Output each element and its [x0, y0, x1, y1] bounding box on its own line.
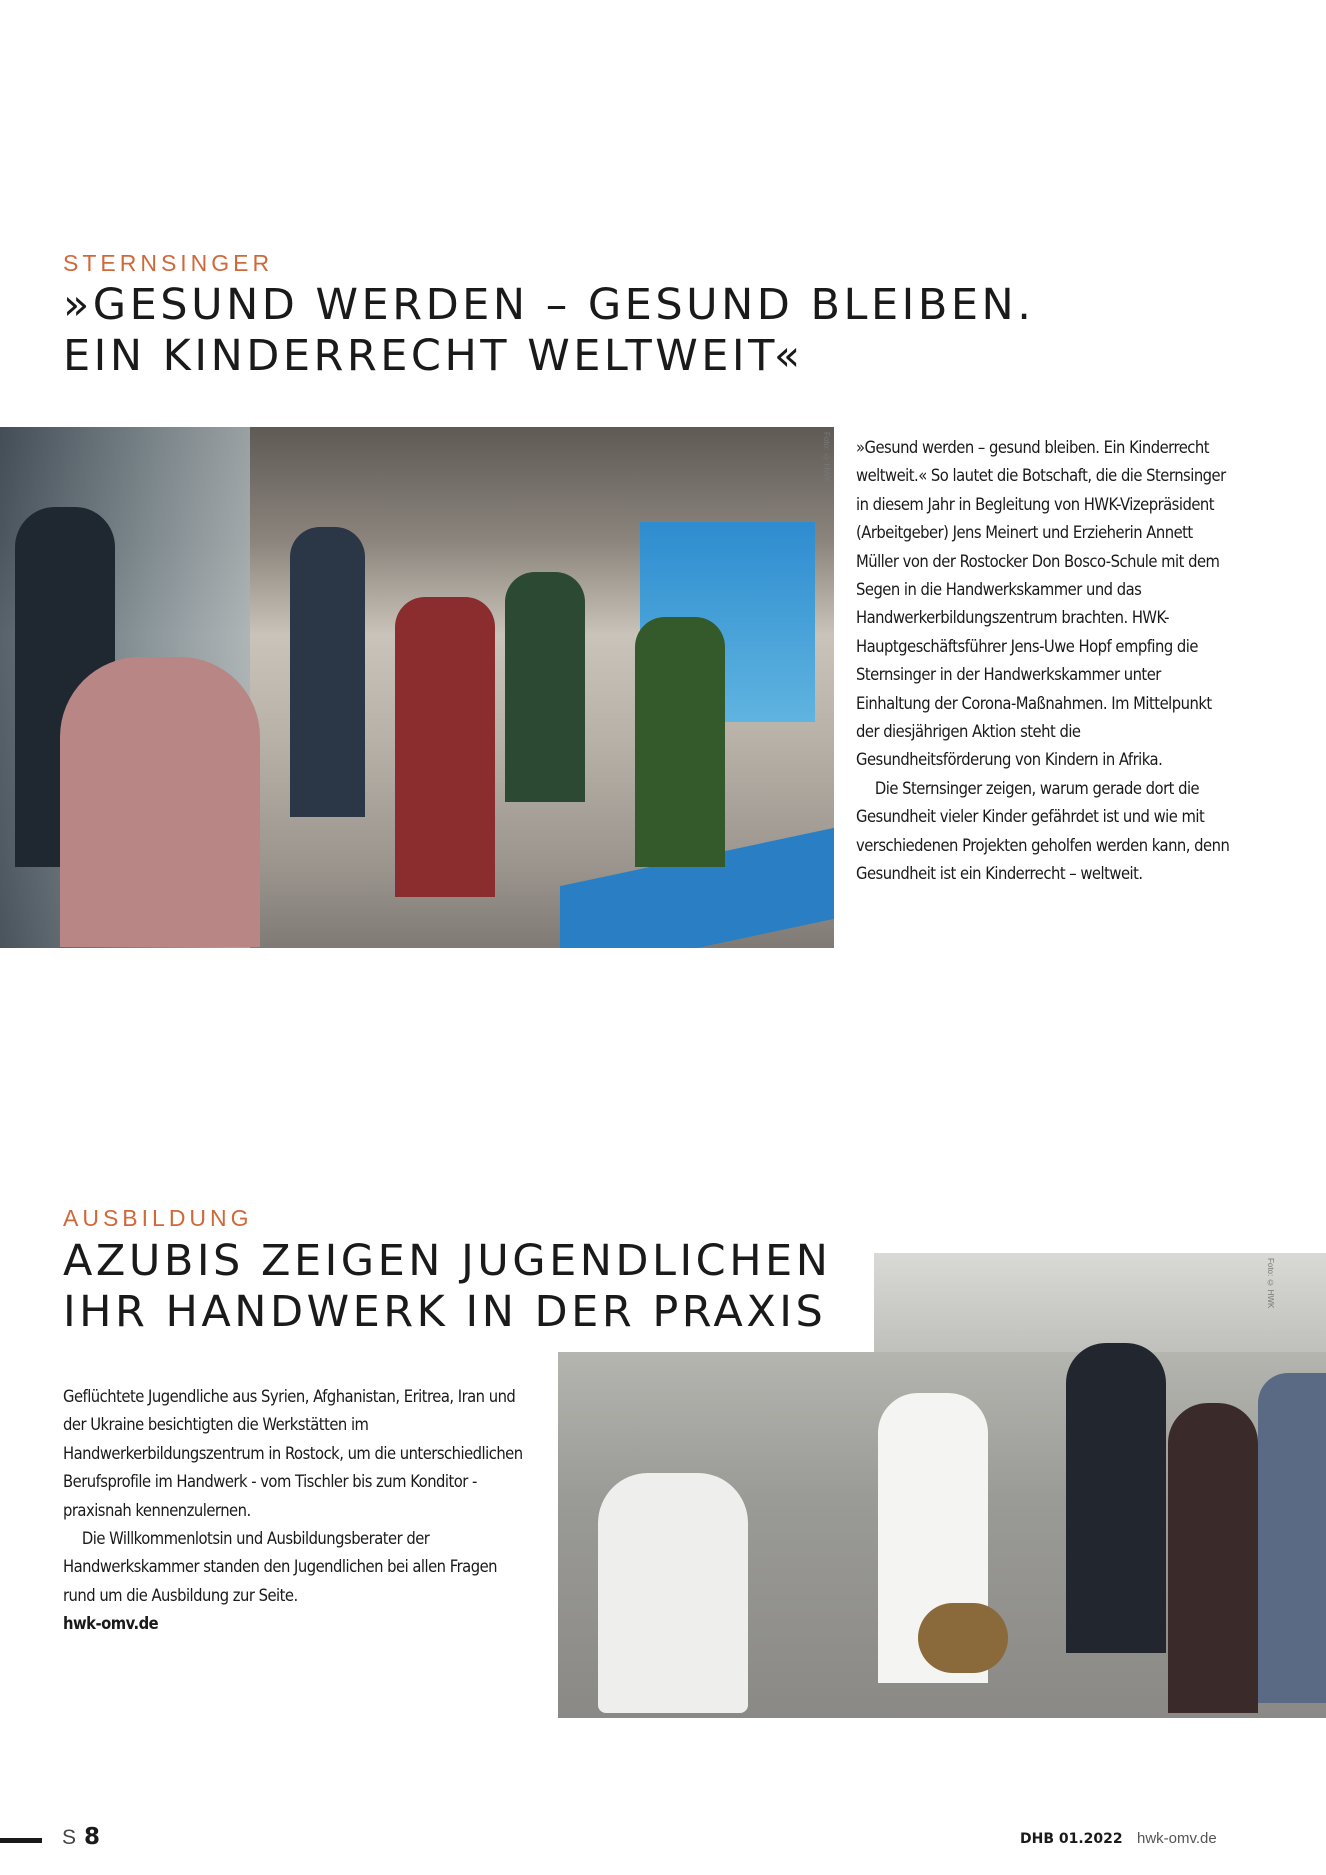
photo-credit: Foto: © HWK [1266, 1258, 1275, 1309]
paragraph: Die Sternsinger zeigen, warum gerade dort die Gesundheit vieler Kinder gefährdet ist und wie mit verschiedenen Projekten geholfen werden kann, denn Gesundheit ist ein Kinderrecht – weltweit. [856, 778, 1230, 885]
issue-label: DHB 01.2022 [1020, 1831, 1123, 1847]
headline-line: »GESUND WERDEN – GESUND BLEIBEN. [63, 280, 1035, 330]
footer-website: hwk-omv.de [1137, 1830, 1217, 1847]
footer-rule [0, 1838, 42, 1843]
headline-sternsinger [63, 280, 1034, 382]
article-body-ausbildung [63, 1383, 523, 1639]
page-number: 8 [84, 1824, 101, 1850]
photo-credit: Foto: © HWK [822, 432, 831, 483]
paragraph: Geflüchtete Jugendliche aus Syrien, Afghanistan, Eritrea, Iran und der Ukraine besichtigten die Werkstätten im Handwerkerbildungszentrum in Rostock, um die unterschiedlichen Berufsprofile im Handwerk - vom Tischler bis zum Konditor - praxisnah kennenzulernen. [63, 1387, 523, 1521]
kicker-ausbildung: AUSBILDUNG [63, 1205, 253, 1231]
headline-line: IHR HANDWERK IN DER PRAXIS [63, 1287, 827, 1337]
website-link[interactable]: hwk-omv.de [63, 1614, 159, 1635]
page-footer [0, 1826, 1326, 1856]
sternsinger-photo [0, 427, 834, 948]
headline-line: AZUBIS ZEIGEN JUGENDLICHEN [63, 1236, 832, 1286]
paragraph: Die Willkommenlotsin und Ausbildungsberater der Handwerkskammer standen den Jugendlichen bei allen Fragen rund um die Ausbildung zur Seite. [63, 1529, 498, 1606]
headline-ausbildung [63, 1236, 831, 1338]
kicker-sternsinger: STERNSINGER [63, 250, 274, 276]
article-body-sternsinger [856, 434, 1230, 889]
paragraph: »Gesund werden – gesund bleiben. Ein Kinderrecht weltweit.« So lautet die Botschaft, die die Sternsinger in diesem Jahr in Begleitung von HWK-Vizepräsident (Arbeitgeber) Jens Meinert und Erzieherin Annett Müller von der Rostocker Don Bosco-Schule mit dem Segen in die Handwerkskammer und das Handwerkerbildungszentrum brachten. HWK-Hauptgeschäftsführer Jens-Uwe Hopf empfing die Sternsinger in der Handwerkskammer unter Einhaltung der Corona-Maßnahmen. Im Mittelpunkt der diesjährigen Aktion steht die Gesundheitsförderung von Kindern in Afrika. [856, 438, 1226, 771]
headline-line: EIN KINDERRECHT WELTWEIT« [63, 331, 804, 381]
page-prefix: S [62, 1826, 77, 1849]
